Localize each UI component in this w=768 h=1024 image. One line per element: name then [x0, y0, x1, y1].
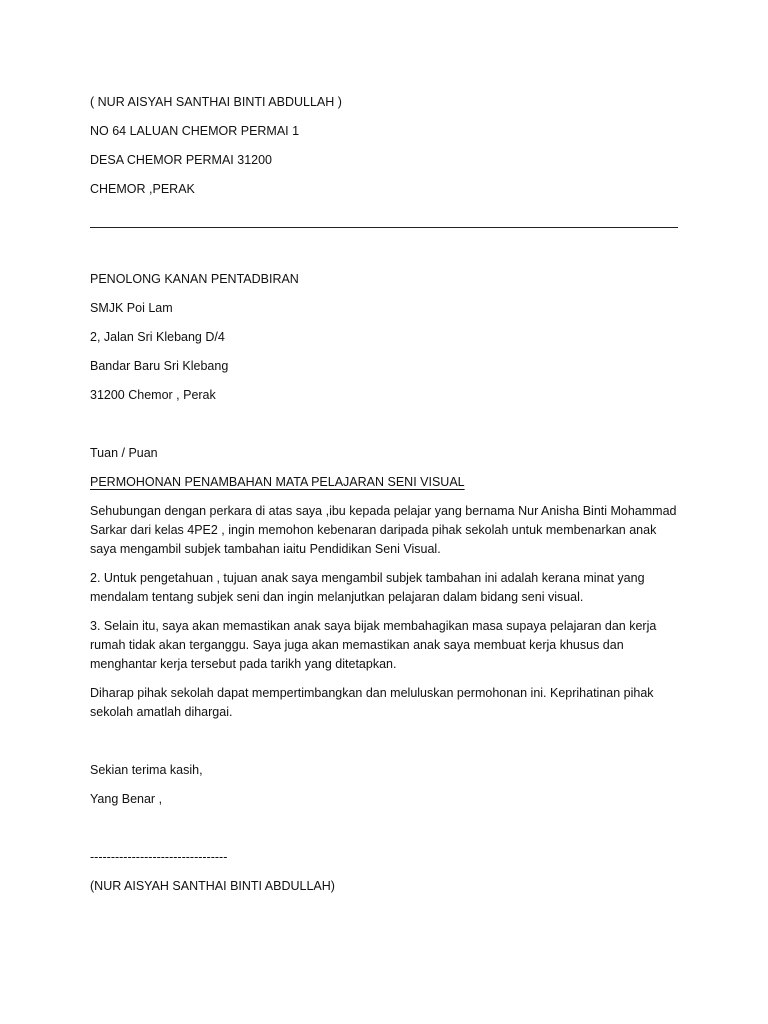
recipient-address-line-1: 2, Jalan Sri Klebang D/4 — [90, 330, 225, 344]
closing-sign-off: Yang Benar , — [90, 792, 163, 806]
letter-subject: PERMOHONAN PENAMBAHAN MATA PELAJARAN SENI VISUAL — [90, 475, 465, 489]
recipient-school: SMJK Poi Lam — [90, 301, 173, 315]
recipient-address-line-3: 31200 Chemor , Perak — [90, 388, 216, 402]
sender-address-line-2: DESA CHEMOR PERMAI 31200 — [90, 153, 273, 167]
salutation: Tuan / Puan — [90, 446, 158, 460]
recipient-address-line-2: Bandar Baru Sri Klebang — [90, 359, 229, 373]
header-divider — [90, 227, 678, 228]
sender-address-line-3: CHEMOR ,PERAK — [90, 182, 195, 196]
body-paragraph-1: Sehubungan dengan perkara di atas saya ,ibu kepada pelajar yang bernama Nur Anisha Binti Mohammad Sarkar dari kelas 4PE2 , ingin memohon kebenaran daripada pihak sekolah untuk membenarkan anak saya mengambil subjek tambahan iaitu Pendidikan Seni Visual. — [90, 504, 677, 556]
body-paragraph-3: 3. Selain itu, saya akan memastikan anak saya bijak membahagikan masa supaya pelajaran dan kerja rumah tidak akan terganggu. Saya juga akan memastikan anak saya membuat kerja khusus dan menghantar kerja tersebut pada tarikh yang ditetapkan. — [90, 619, 657, 671]
body-paragraph-4: Diharap pihak sekolah dapat mempertimbangkan dan meluluskan permohonan ini. Keprihatinan pihak sekolah amatlah dihargai. — [90, 686, 654, 719]
recipient-title: PENOLONG KANAN PENTADBIRAN — [90, 272, 299, 286]
sender-address-line-1: NO 64 LALUAN CHEMOR PERMAI 1 — [90, 124, 300, 138]
signer-name: (NUR AISYAH SANTHAI BINTI ABDULLAH) — [90, 879, 335, 893]
body-paragraph-2: 2. Untuk pengetahuan , tujuan anak saya mengambil subjek tambahan ini adalah kerana minat yang mendalam tentang subjek seni dan ingin melanjutkan pelajaran dalam bidang seni visual. — [90, 571, 645, 604]
closing-thanks: Sekian terima kasih, — [90, 763, 203, 777]
sender-name: ( NUR AISYAH SANTHAI BINTI ABDULLAH ) — [90, 95, 342, 109]
signature-line: --------------------------------- — [90, 850, 228, 864]
